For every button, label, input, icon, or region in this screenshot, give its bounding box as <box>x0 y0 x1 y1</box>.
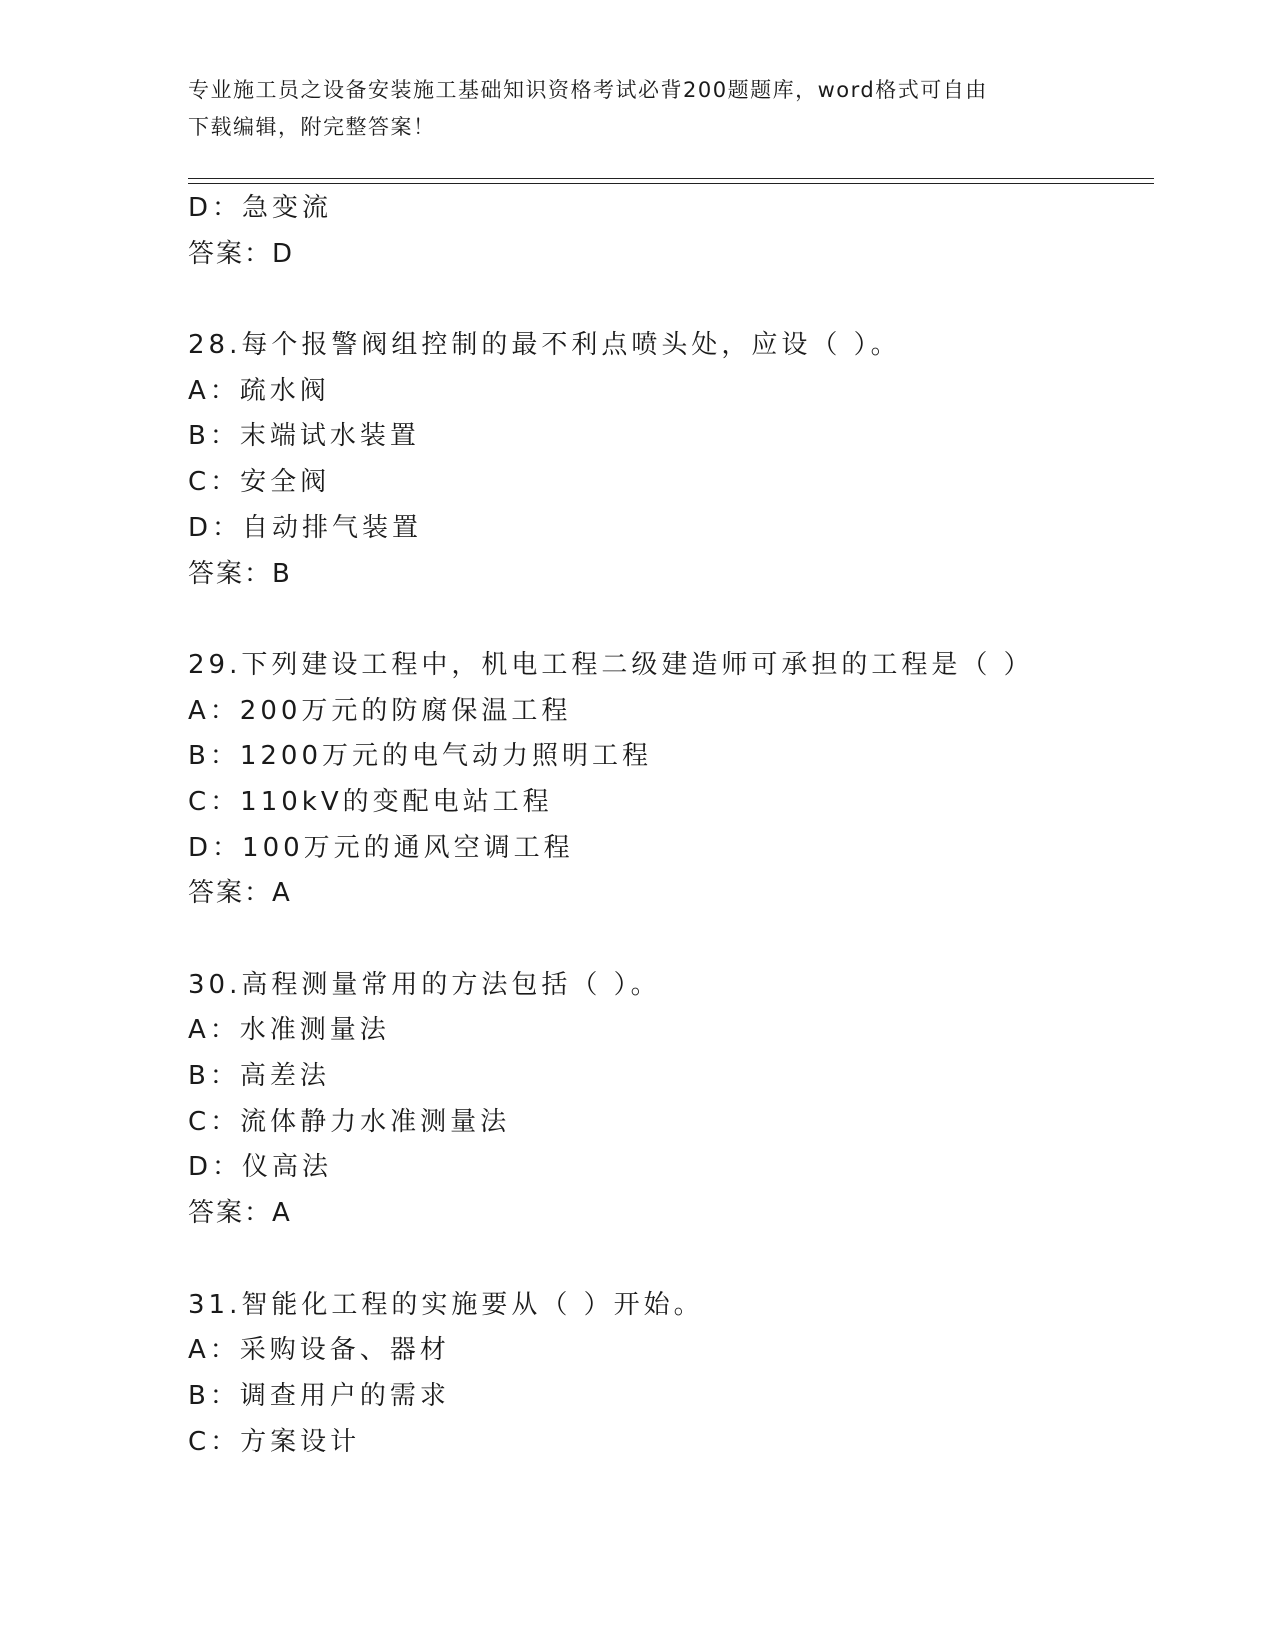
question-28 <box>188 323 1154 597</box>
option-d: D：自动排气装置 <box>188 512 423 543</box>
header-line-2: 下载编辑，附完整答案！ <box>188 115 436 139</box>
question-stem: 30.高程测量常用的方法包括（ ）。 <box>188 969 661 1000</box>
option-b: B：调查用户的需求 <box>188 1380 450 1411</box>
option-c: C：流体静力水准测量法 <box>188 1106 511 1137</box>
question-30 <box>188 963 1154 1237</box>
option-b: B：末端试水装置 <box>188 421 420 452</box>
option-d: D：急变流 <box>188 193 333 223</box>
document-header <box>188 72 1088 146</box>
question-stem: 31.智能化工程的实施要从（ ）开始。 <box>188 1289 704 1320</box>
option-d: D：100万元的通风空调工程 <box>188 832 574 863</box>
answer: 答案：A <box>188 878 292 909</box>
question-stem: 29.下列建设工程中，机电工程二级建造师可承担的工程是（ ） <box>188 649 1034 680</box>
spacer <box>188 597 1154 643</box>
header-line-1: 专业施工员之设备安装施工基础知识资格考试必背200题题库，word格式可自由 <box>188 78 988 102</box>
answer: 答案：D <box>188 238 295 269</box>
option-b: B：高差法 <box>188 1061 330 1092</box>
spacer <box>188 277 1154 323</box>
spacer <box>188 917 1154 963</box>
question-31 <box>188 1283 1154 1466</box>
option-a: A：水准测量法 <box>188 1015 390 1046</box>
option-a: A：采购设备、器材 <box>188 1335 450 1366</box>
option-b: B：1200万元的电气动力照明工程 <box>188 741 653 772</box>
question-stem: 28.每个报警阀组控制的最不利点喷头处，应设（ ）。 <box>188 330 901 361</box>
option-a: A：200万元的防腐保温工程 <box>188 695 572 726</box>
option-c: C：安全阀 <box>188 467 331 498</box>
question-29 <box>188 643 1154 917</box>
answer: 答案：B <box>188 558 292 589</box>
answer: 答案：A <box>188 1198 292 1229</box>
option-a: A：疏水阀 <box>188 375 330 406</box>
header-rule-top <box>188 178 1154 179</box>
question-list <box>188 186 1154 1465</box>
spacer <box>188 1237 1154 1283</box>
header-rule-bottom <box>188 183 1154 184</box>
option-c: C：110kV的变配电站工程 <box>188 786 553 817</box>
option-d: D：仪高法 <box>188 1152 333 1183</box>
option-c: C：方案设计 <box>188 1426 361 1457</box>
